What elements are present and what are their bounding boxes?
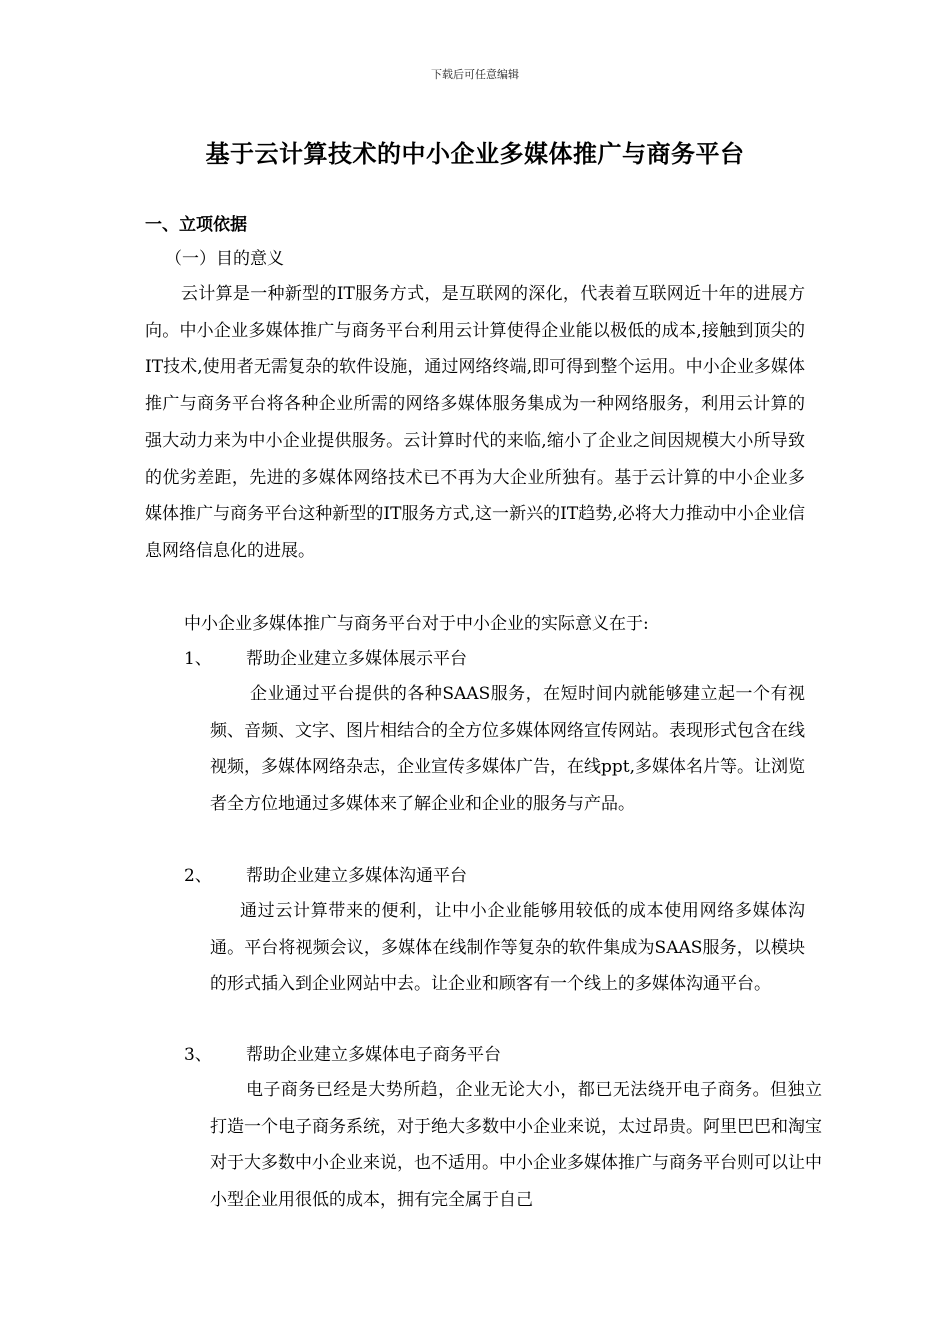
list-item-body: 企业通过平台提供的各种SAAS服务，在短时间内就能够建立起一个有视频、音频、文字、图片相结合的全方位多媒体网络宣传网站。表现形式包含在线视频，多媒体网络杂志，企业宣传多媒体广告，在线ppt,多媒体名片等。让浏览者全方位地通过多媒体来了解企业和企业的服务与产品。: [210, 684, 805, 815]
list-item-title: 帮助企业建立多媒体电子商务平台: [246, 1045, 501, 1065]
list-item-heading: [184, 644, 467, 674]
header-note: 下载后可任意编辑: [431, 68, 519, 81]
section-heading: 一、立项依据: [145, 215, 247, 235]
document-title: 基于云计算技术的中小企业多媒体推广与商务平台: [205, 139, 745, 168]
list-item-title: 帮助企业建立多媒体展示平台: [246, 649, 467, 669]
body-paragraph: 云计算是一种新型的IT服务方式，是互联网的深化，代表着互联网近十年的进展方向。中小企业多媒体推广与商务平台利用云计算使得企业能以极低的成本,接触到顶尖的IT技术,使用者无需复杂的软件设施，通过网络终端,即可得到整个运用。中小企业多媒体推广与商务平台将各种企业所需的网络多媒体服务集成为一种网络服务，利用云计算的强大动力来为中小企业提供服务。云计算时代的来临,缩小了企业之间因规模大小所导致的优劣差距，先进的多媒体网络技术已不再为大企业所独有。基于云计算的中小企业多媒体推广与商务平台这种新型的IT服务方式,这一新兴的IT趋势,必将大力推动中小企业信息网络信息化的进展。: [145, 284, 805, 561]
list-item-number: 2、: [184, 866, 212, 886]
list-item-heading: [184, 861, 467, 891]
list-item-number: 3、: [184, 1045, 212, 1065]
list-item-number: 1、: [184, 649, 212, 669]
list-item-heading: [184, 1040, 501, 1070]
intro-paragraph: 中小企业多媒体推广与商务平台对于中小企业的实际意义在于:: [184, 614, 649, 634]
subsection-heading: （一）目的意义: [165, 249, 284, 269]
list-item-title: 帮助企业建立多媒体沟通平台: [246, 866, 467, 886]
list-item-body: 电子商务已经是大势所趋，企业无论大小，都已无法绕开电子商务。但独立打造一个电子商务系统，对于绝大多数中小企业来说，太过昂贵。阿里巴巴和淘宝对于大多数中小企业来说，也不适用。中小企业多媒体推广与商务平台则可以让中小型企业用很低的成本，拥有完全属于自己: [210, 1080, 822, 1211]
list-item-body: 通过云计算带来的便利，让中小企业能够用较低的成本使用网络多媒体沟通。平台将视频会议，多媒体在线制作等复杂的软件集成为SAAS服务，以模块的形式插入到企业网站中去。让企业和顾客有一个线上的多媒体沟通平台。: [210, 901, 805, 995]
